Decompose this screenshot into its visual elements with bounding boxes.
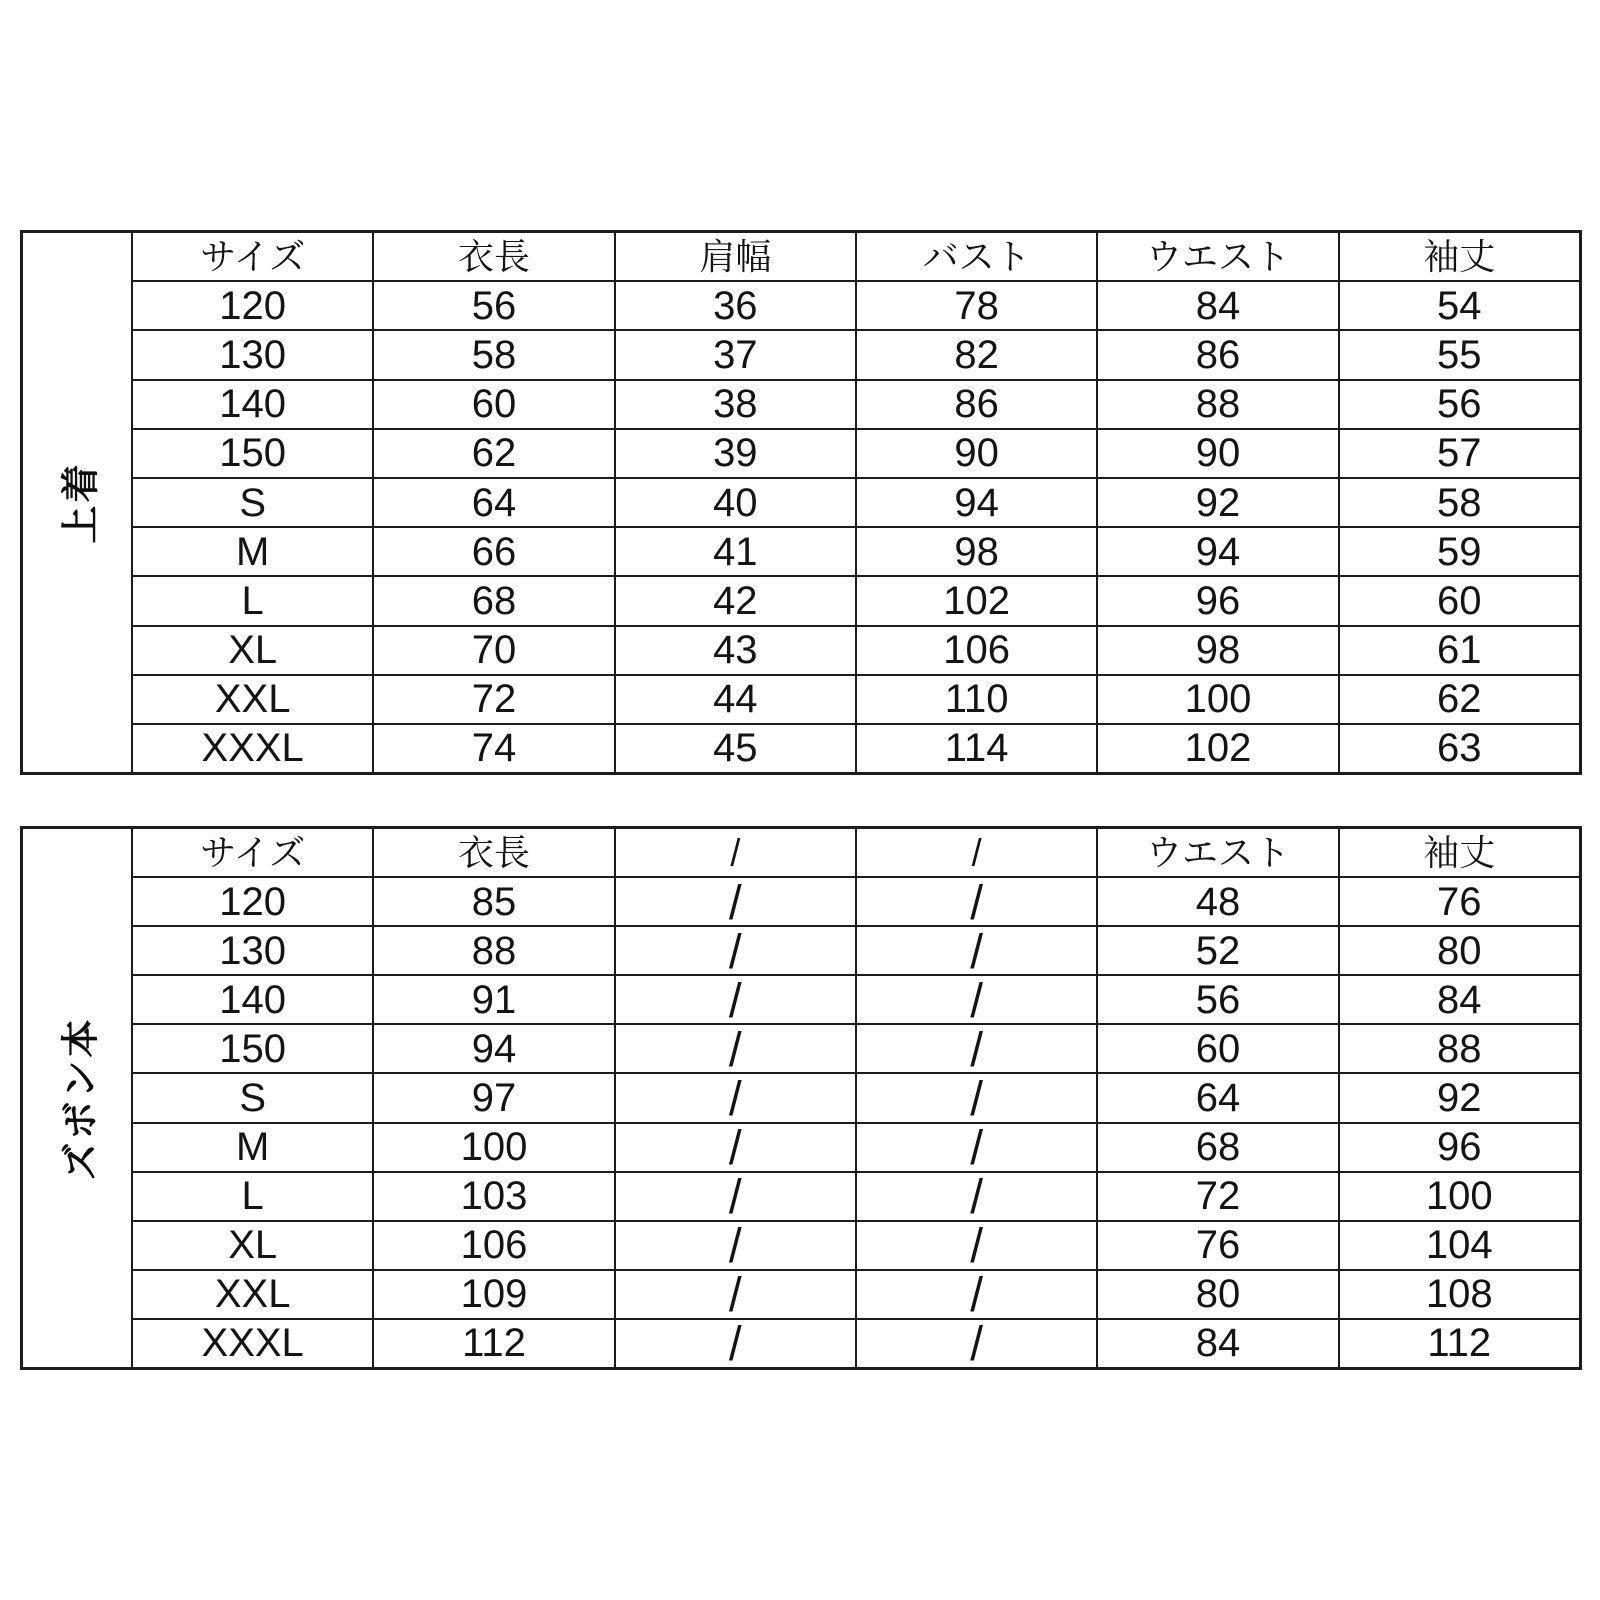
column-header: バスト bbox=[855, 233, 1096, 280]
not-applicable-slash bbox=[614, 1025, 855, 1072]
slash-glyph: / bbox=[728, 1270, 742, 1318]
tops-grid bbox=[133, 233, 1579, 772]
not-applicable-slash bbox=[614, 1173, 855, 1220]
table-row bbox=[133, 1171, 1579, 1220]
measurement-cell: 66 bbox=[372, 528, 613, 575]
table-row bbox=[133, 1220, 1579, 1269]
measurement-cell: 68 bbox=[1096, 1124, 1337, 1171]
not-applicable-slash bbox=[855, 1271, 1096, 1318]
not-applicable-slash bbox=[855, 829, 1096, 876]
pants-side-label: ズボン本 bbox=[60, 1015, 103, 1181]
measurement-cell: 86 bbox=[1096, 331, 1337, 378]
table-row bbox=[133, 625, 1579, 674]
measurement-cell: 100 bbox=[1096, 676, 1337, 723]
size-name-cell: S bbox=[239, 1076, 266, 1121]
measurement-cell: 88 bbox=[372, 927, 613, 974]
table-row bbox=[133, 428, 1579, 477]
size-name-cell: 130 bbox=[219, 928, 287, 973]
not-applicable-slash bbox=[855, 1025, 1096, 1072]
not-applicable-slash bbox=[614, 1271, 855, 1318]
slash-glyph: / bbox=[728, 1025, 742, 1073]
size-name-cell: XXXL bbox=[201, 726, 304, 771]
measurement-cell: 56 bbox=[372, 282, 613, 329]
not-applicable-slash bbox=[855, 1173, 1096, 1220]
slash-glyph: / bbox=[970, 1025, 984, 1073]
measurement-cell: 74 bbox=[372, 725, 613, 772]
measurement-cell: 59 bbox=[1338, 528, 1579, 575]
measurement-cell: 64 bbox=[372, 479, 613, 526]
column-header: サイズ bbox=[200, 235, 306, 277]
measurement-cell: 44 bbox=[614, 676, 855, 723]
slash-glyph: / bbox=[970, 878, 984, 926]
measurement-cell: 45 bbox=[614, 725, 855, 772]
slash-glyph: / bbox=[970, 927, 984, 975]
measurement-cell: 109 bbox=[372, 1271, 613, 1318]
measurement-cell: 39 bbox=[614, 430, 855, 477]
not-applicable-slash bbox=[855, 878, 1096, 925]
measurement-cell: 112 bbox=[372, 1320, 613, 1367]
slash-glyph: / bbox=[728, 1123, 742, 1171]
not-applicable-slash bbox=[855, 1074, 1096, 1121]
not-applicable-slash bbox=[614, 1124, 855, 1171]
measurement-cell: 54 bbox=[1338, 282, 1579, 329]
measurement-cell: 61 bbox=[1338, 627, 1579, 674]
not-applicable-slash bbox=[855, 1124, 1096, 1171]
measurement-cell: 56 bbox=[1096, 976, 1337, 1023]
size-name-cell: XXXL bbox=[201, 1321, 304, 1366]
measurement-cell: 106 bbox=[855, 627, 1096, 674]
measurement-cell: 52 bbox=[1096, 927, 1337, 974]
measurement-cell: 94 bbox=[372, 1025, 613, 1072]
measurement-cell: 38 bbox=[614, 381, 855, 428]
slash-glyph: / bbox=[728, 927, 742, 975]
size-name-cell: XL bbox=[228, 628, 278, 673]
measurement-cell: 58 bbox=[372, 331, 613, 378]
measurement-cell: 86 bbox=[855, 381, 1096, 428]
measurement-cell: 68 bbox=[372, 577, 613, 624]
slash-glyph: / bbox=[728, 1172, 742, 1220]
measurement-cell: 92 bbox=[1338, 1074, 1579, 1121]
not-applicable-slash bbox=[614, 1074, 855, 1121]
slash-glyph: / bbox=[970, 976, 984, 1024]
measurement-cell: 94 bbox=[1096, 528, 1337, 575]
size-name-cell: XXL bbox=[214, 1272, 291, 1317]
measurement-cell: 91 bbox=[372, 976, 613, 1023]
not-applicable-slash bbox=[614, 927, 855, 974]
measurement-cell: 56 bbox=[1338, 381, 1579, 428]
size-name-cell: 120 bbox=[219, 879, 287, 924]
table-row bbox=[133, 1122, 1579, 1171]
slash-glyph: / bbox=[970, 1172, 984, 1220]
slash-glyph: / bbox=[970, 1123, 984, 1171]
table-row bbox=[133, 1269, 1579, 1318]
tops-side-label-cell bbox=[23, 233, 133, 772]
not-applicable-slash bbox=[855, 1222, 1096, 1269]
slash-glyph: / bbox=[970, 1270, 984, 1318]
table-row bbox=[133, 329, 1579, 378]
measurement-cell: 112 bbox=[1338, 1320, 1579, 1367]
not-applicable-slash bbox=[614, 878, 855, 925]
measurement-cell: 43 bbox=[614, 627, 855, 674]
slash-glyph: / bbox=[970, 1221, 984, 1269]
pants-size-table bbox=[20, 826, 1582, 1370]
not-applicable-slash bbox=[855, 927, 1096, 974]
not-applicable-slash bbox=[614, 976, 855, 1023]
column-header: 袖丈 bbox=[1338, 233, 1579, 280]
measurement-cell: 64 bbox=[1096, 1074, 1337, 1121]
measurement-cell: 90 bbox=[855, 430, 1096, 477]
measurement-cell: 37 bbox=[614, 331, 855, 378]
measurement-cell: 114 bbox=[855, 725, 1096, 772]
table-row bbox=[133, 477, 1579, 526]
measurement-cell: 62 bbox=[372, 430, 613, 477]
measurement-cell: 60 bbox=[1096, 1025, 1337, 1072]
slash-glyph: / bbox=[971, 830, 982, 874]
size-name-cell: 140 bbox=[219, 382, 287, 427]
measurement-cell: 55 bbox=[1338, 331, 1579, 378]
size-name-cell: S bbox=[239, 480, 266, 525]
size-name-cell: 140 bbox=[219, 977, 287, 1022]
column-header: 衣長 bbox=[372, 233, 613, 280]
header-row bbox=[133, 233, 1579, 280]
measurement-cell: 78 bbox=[855, 282, 1096, 329]
table-row bbox=[133, 674, 1579, 723]
slash-glyph: / bbox=[970, 1074, 984, 1122]
measurement-cell: 48 bbox=[1096, 878, 1337, 925]
table-row bbox=[133, 280, 1579, 329]
measurement-cell: 92 bbox=[1096, 479, 1337, 526]
measurement-cell: 72 bbox=[1096, 1173, 1337, 1220]
measurement-cell: 97 bbox=[372, 1074, 613, 1121]
size-name-cell: 130 bbox=[219, 332, 287, 377]
not-applicable-slash bbox=[614, 829, 855, 876]
measurement-cell: 58 bbox=[1338, 479, 1579, 526]
slash-glyph: / bbox=[728, 1319, 742, 1368]
not-applicable-slash bbox=[614, 1320, 855, 1367]
measurement-cell: 41 bbox=[614, 528, 855, 575]
measurement-cell: 57 bbox=[1338, 430, 1579, 477]
slash-glyph: / bbox=[728, 878, 742, 926]
slash-glyph: / bbox=[728, 1221, 742, 1269]
table-row bbox=[133, 1072, 1579, 1121]
measurement-cell: 80 bbox=[1338, 927, 1579, 974]
measurement-cell: 88 bbox=[1096, 381, 1337, 428]
measurement-cell: 85 bbox=[372, 878, 613, 925]
tops-size-table bbox=[20, 230, 1582, 775]
measurement-cell: 90 bbox=[1096, 430, 1337, 477]
size-name-cell: M bbox=[236, 529, 270, 574]
measurement-cell: 60 bbox=[372, 381, 613, 428]
slash-glyph: / bbox=[728, 976, 742, 1024]
measurement-cell: 84 bbox=[1096, 282, 1337, 329]
size-name-cell: 150 bbox=[219, 431, 287, 476]
measurement-cell: 80 bbox=[1096, 1271, 1337, 1318]
measurement-cell: 76 bbox=[1096, 1222, 1337, 1269]
measurement-cell: 72 bbox=[372, 676, 613, 723]
measurement-cell: 82 bbox=[855, 331, 1096, 378]
measurement-cell: 102 bbox=[855, 577, 1096, 624]
column-header: サイズ bbox=[200, 831, 306, 873]
measurement-cell: 62 bbox=[1338, 676, 1579, 723]
size-name-cell: L bbox=[241, 1174, 264, 1219]
size-name-cell: 150 bbox=[219, 1026, 287, 1071]
slash-glyph: / bbox=[970, 1319, 984, 1368]
table-row bbox=[133, 723, 1579, 772]
measurement-cell: 84 bbox=[1096, 1320, 1337, 1367]
measurement-cell: 63 bbox=[1338, 725, 1579, 772]
column-header: 袖丈 bbox=[1338, 829, 1579, 876]
size-name-cell: L bbox=[241, 578, 264, 623]
column-header: 肩幅 bbox=[614, 233, 855, 280]
size-name-cell: XXL bbox=[214, 677, 291, 722]
measurement-cell: 98 bbox=[855, 528, 1096, 575]
measurement-cell: 108 bbox=[1338, 1271, 1579, 1318]
measurement-cell: 40 bbox=[614, 479, 855, 526]
measurement-cell: 84 bbox=[1338, 976, 1579, 1023]
table-row bbox=[133, 876, 1579, 925]
size-name-cell: M bbox=[236, 1125, 270, 1170]
measurement-cell: 94 bbox=[855, 479, 1096, 526]
measurement-cell: 100 bbox=[372, 1124, 613, 1171]
measurement-cell: 96 bbox=[1096, 577, 1337, 624]
tops-side-label: 上着 bbox=[60, 461, 103, 544]
size-name-cell: XL bbox=[228, 1223, 278, 1268]
measurement-cell: 70 bbox=[372, 627, 613, 674]
table-row bbox=[133, 575, 1579, 624]
slash-glyph: / bbox=[730, 830, 741, 874]
not-applicable-slash bbox=[614, 1222, 855, 1269]
table-row bbox=[133, 526, 1579, 575]
table-row bbox=[133, 379, 1579, 428]
size-name-cell: 120 bbox=[219, 283, 287, 328]
header-row bbox=[133, 829, 1579, 876]
measurement-cell: 110 bbox=[855, 676, 1096, 723]
measurement-cell: 96 bbox=[1338, 1124, 1579, 1171]
pants-side-label-cell bbox=[23, 829, 133, 1367]
measurement-cell: 88 bbox=[1338, 1025, 1579, 1072]
measurement-cell: 98 bbox=[1096, 627, 1337, 674]
table-row bbox=[133, 1318, 1579, 1367]
measurement-cell: 100 bbox=[1338, 1173, 1579, 1220]
table-row bbox=[133, 925, 1579, 974]
not-applicable-slash bbox=[855, 1320, 1096, 1367]
measurement-cell: 104 bbox=[1338, 1222, 1579, 1269]
column-header: ウエスト bbox=[1096, 233, 1337, 280]
measurement-cell: 42 bbox=[614, 577, 855, 624]
not-applicable-slash bbox=[855, 976, 1096, 1023]
slash-glyph: / bbox=[728, 1074, 742, 1122]
table-row bbox=[133, 974, 1579, 1023]
measurement-cell: 60 bbox=[1338, 577, 1579, 624]
pants-grid bbox=[133, 829, 1579, 1367]
measurement-cell: 76 bbox=[1338, 878, 1579, 925]
measurement-cell: 106 bbox=[372, 1222, 613, 1269]
measurement-cell: 102 bbox=[1096, 725, 1337, 772]
table-row bbox=[133, 1023, 1579, 1072]
measurement-cell: 103 bbox=[372, 1173, 613, 1220]
column-header: ウエスト bbox=[1096, 829, 1337, 876]
measurement-cell: 36 bbox=[614, 282, 855, 329]
column-header: 衣長 bbox=[372, 829, 613, 876]
